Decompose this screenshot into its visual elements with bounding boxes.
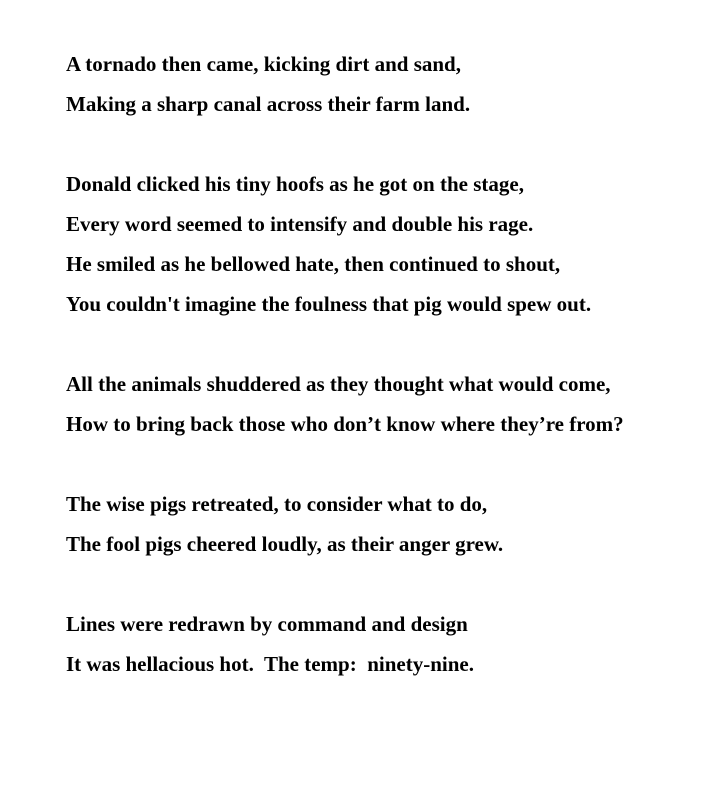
stanza [66,372,646,436]
poem-line: He smiled as he bellowed hate, then continued to shout, [66,252,561,276]
poem-line: It was hellacious hot. The temp: ninety-nine. [66,652,474,676]
poem-line: A tornado then came, kicking dirt and sand, [66,52,461,76]
poem-line: Donald clicked his tiny hoofs as he got on the stage, [66,172,524,196]
stanza [66,612,666,676]
poem-line: You couldn't imagine the foulness that pig would spew out. [66,292,592,316]
poem-line: How to bring back those who don’t know where they’re from? [66,412,624,436]
poem-line: Lines were redrawn by command and design [66,612,468,636]
poem-line: Making a sharp canal across their farm land. [66,92,471,116]
poem-line: The wise pigs retreated, to consider what to do, [66,492,488,516]
poem [66,52,666,676]
stanza [66,52,666,116]
stanza [66,492,666,556]
stanza [66,172,666,316]
poem-line: Every word seemed to intensify and double his rage. [66,212,534,236]
poem-line: All the animals shuddered as they thought what would come, [66,372,611,396]
poem-line: The fool pigs cheered loudly, as their anger grew. [66,532,504,556]
